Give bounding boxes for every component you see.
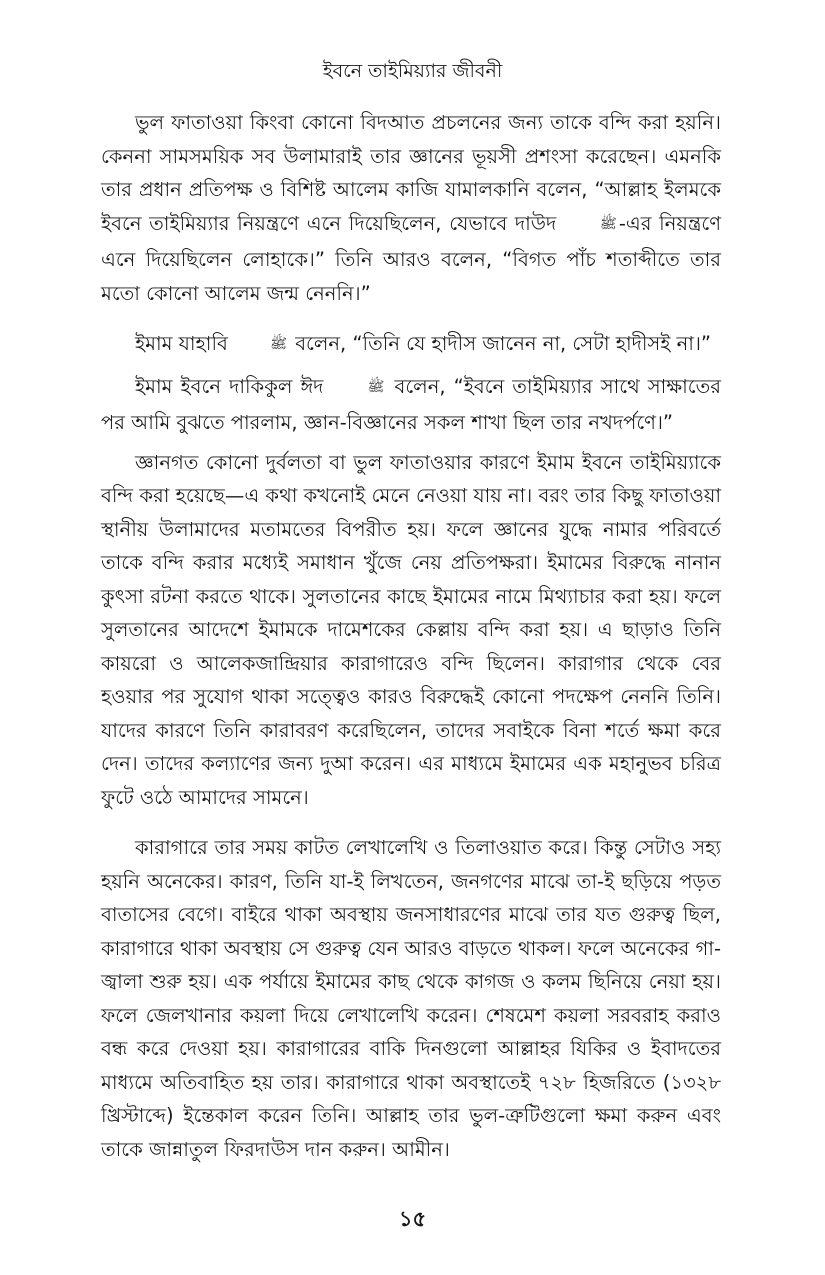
paragraph-5: কারাগারে তার সময় কাটত লেখালেখি ও তিলাওয়াত করে। কিন্তু সেটাও সহ্য হয়নি অনেকের। কারণ, তিনি যা-ই লিখতেন, জনগণের মাঝে তা-ই ছড়িয়ে পড়ত বাতাসের বেগে। বাইরে থাকা অবস্থায় জনসাধারণের মাঝে তার যত গুরুত্ব ছিল, কারাগারে থাকা অবস্থায় সে গুরুত্ব যেন আরও বাড়তে থাকল। ফলে অনেকের গা-জ্বালা শুরু হয়। এক পর্যায়ে ইমামের কাছ থেকে কাগজ ও কলম ছিনিয়ে নেয়া হয়। ফলে জেলখানার কয়লা দিয়ে লেখালেখি করেন। শেষমেশ কয়লা সরবরাহ করাও বন্ধ করে দেওয়া হয়। কারাগারের বাকি দিনগুলো আল্লাহর যিকির ও ইবাদতের মাধ্যমে অতিবাহিত হয় তার। কারাগারে থাকা অবস্থাতেই ৭২৮ হিজরিতে (১৩২৮ খ্রিস্টাব্দে) ইন্তেকাল করেন তিনি। আল্লাহ তার ভুল-ত্রুটিগুলো ক্ষমা করুন এবং তাকে জান্নাতুল ফিরদাউস দান করুন। আমীন। [101, 836, 721, 1161]
honorific-alaihis-salam-icon: ﷺ [599, 215, 617, 232]
paragraph-2-part-a: ইমাম যাহাবি [135, 332, 235, 355]
paragraph-3 [101, 370, 721, 440]
paragraph-4: জ্ঞানগত কোনো দুর্বলতা বা ভুল ফাতাওয়ার কারণে ইমাম ইবনে তাইমিয়্যাকে বন্দি করা হয়েছে—এ কথা কখনোই মেনে নেওয়া যায় না। বরং তার কিছু ফাতাওয়া স্থানীয় উলামাদের মতামতের বিপরীত হয়। ফলে জ্ঞানের যুদ্ধে নামার পরিবর্তে তাকে বন্দি করার মধ্যেই সমাধান খুঁজে নেয় প্রতিপক্ষরা। ইমামের বিরুদ্ধে নানান কুৎসা রটনা করতে থাকে। সুলতানের কাছে ইমামের নামে মিথ্যাচার করা হয়। ফলে সুলতানের আদেশে ইমামকে দামেশকের কেল্লায় বন্দি করা হয়। এ ছাড়াও তিনি কায়রো ও আলেকজান্দ্রিয়ার কারাগারেও বন্দি ছিলেন। কারাগার থেকে বের হওয়ার পর সুযোগ থাকা সত্ত্বেও কারও বিরুদ্ধেই কোনো পদক্ষেপ নেননি তিনি। যাদের কারণে তিনি কারাবরণ করেছিলেন, তাদের সবাইকে বিনা শর্তে ক্ষমা করে দেন। তাদের কল্যাণের জন্য দুআ করেন। এর মাধ্যমে ইমামের এক মহানুভব চরিত্র ফুটে ওঠে আমাদের সামনে। [101, 450, 721, 809]
paragraph-2-part-b: বলেন, “তিনি যে হাদীস জানেন না, সেটা হাদীসই না।” [289, 332, 712, 355]
paragraph-3-part-b: বলেন, “ইবনে তাইমিয়্যার সাথে সাক্ষাতের পর আমি বুঝতে পারলাম, জ্ঞান-বিজ্ঞানের সকল শাখা ছিল তার নখদর্পণে।” [101, 374, 721, 434]
body-text [101, 106, 721, 1166]
paragraph-2 [101, 327, 721, 364]
paragraph-1-part-a: ভুল ফাতাওয়া কিংবা কোনো বিদআত প্রচলনের জন্য তাকে বন্দি করা হয়নি। কেননা সামসময়িক সব উলামারাই তার জ্ঞানের ভূয়সী প্রশংসা করেছেন। এমনকি তার প্রধান প্রতিপক্ষ ও বিশিষ্ট আলেম কাজি যামালকানি বলেন, “আল্লাহ ইলমকে ইবনে তাইমিয়্যার নিয়ন্ত্রণে এনে দিয়েছিলেন, যেভাবে দাউদ [101, 111, 721, 235]
paragraph-3-part-a: ইমাম ইবনে দাকিকুল ঈদ [135, 374, 332, 398]
page-number: ১৫ [398, 1207, 427, 1231]
honorific-rahimahullah-icon: ﷺ [367, 378, 385, 395]
running-header: ইবনে তাইমিয়্যার জীবনী [322, 60, 503, 82]
paragraph-1 [101, 106, 721, 310]
paragraph-1-part-b: -এর নিয়ন্ত্রণে এনে দিয়েছিলেন লোহাকে।” তিনি আরও বলেন, “বিগত পাঁচ শতাব্দীতে তার মতো কোনো আলেম জন্ম নেননি।” [101, 211, 722, 305]
honorific-rahimahullah-icon: ﷺ [270, 336, 287, 352]
